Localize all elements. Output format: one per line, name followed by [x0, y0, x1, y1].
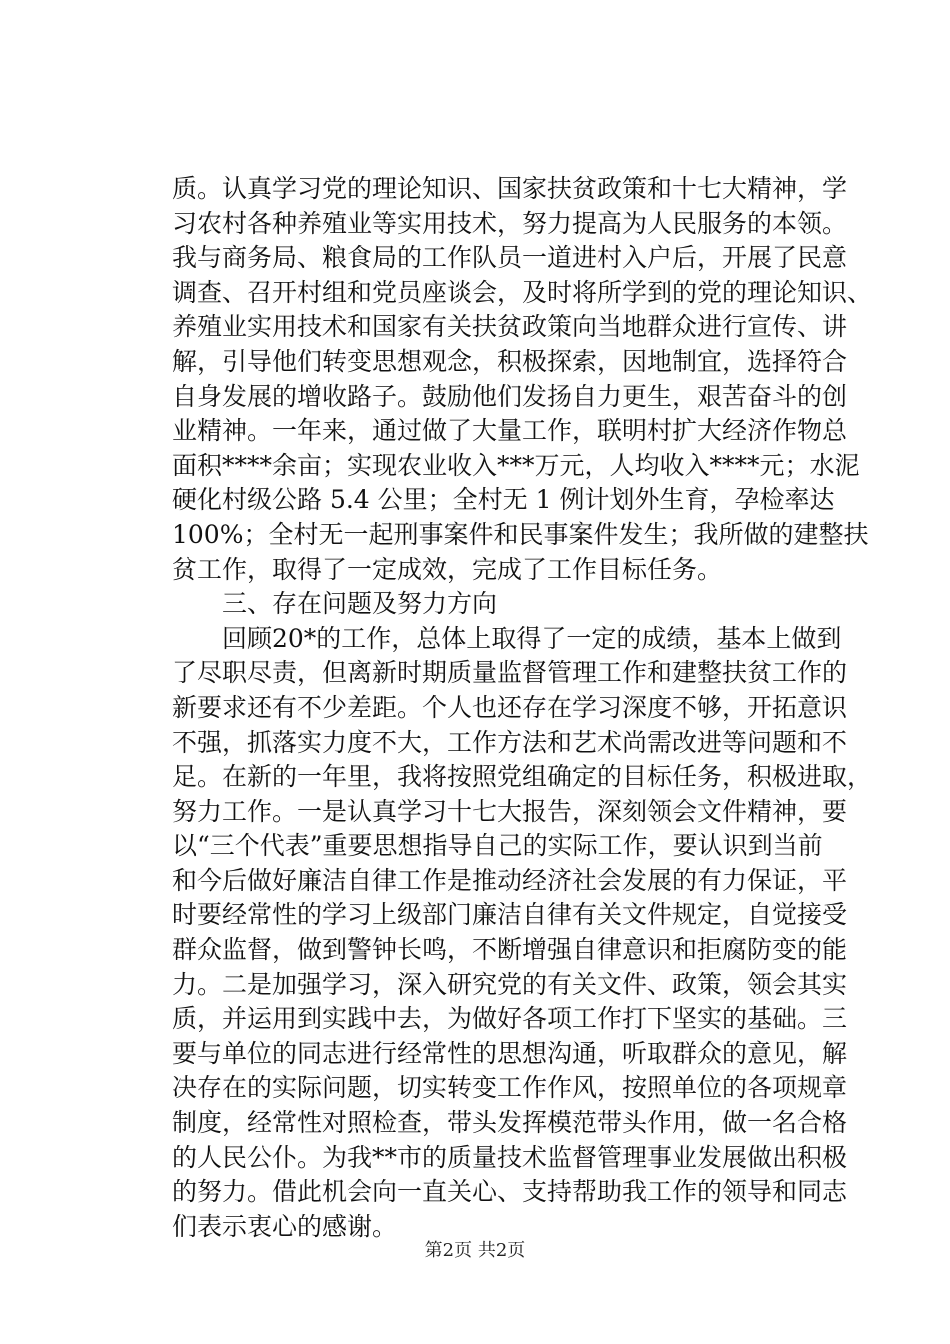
text-line: 时要经常性的学习上级部门廉洁自律有关文件规定，自觉接受: [172, 900, 848, 930]
text-line: 决存在的实际问题，切实转变工作作风，按照单位的各项规章: [172, 1073, 848, 1103]
text-line: 我与商务局、粮食局的工作队员一道进村入户后，开展了民意: [172, 243, 848, 273]
text-line: 们表示衷心的感谢。: [172, 1211, 398, 1241]
text-line: 努力工作。一是认真学习十七大报告，深刻领会文件精神，要: [172, 796, 848, 826]
text-line: 面积****余亩；实现农业收入***万元，人均收入****元；水泥: [172, 450, 860, 480]
text-line: 质。认真学习党的理论知识、国家扶贫政策和十七大精神，学: [172, 174, 848, 203]
text-line: 习农村各种养殖业等实用技术，努力提高为人民服务的本领。: [172, 208, 848, 238]
text-line: 质，并运用到实践中去，为做好各项工作打下坚实的基础。三: [172, 1004, 848, 1034]
text-line: 养殖业实用技术和国家有关扶贫政策向当地群众进行宣传、讲: [172, 312, 848, 342]
section-heading: 三、存在问题及努力方向: [172, 589, 498, 619]
text-line: 群众监督，做到警钟长鸣，不断增强自律意识和拒腐防变的能: [172, 935, 848, 965]
text-line: 和今后做好廉洁自律工作是推动经济社会发展的有力保证，平: [172, 865, 848, 895]
text-line: 不强，抓落实力度不大，工作方法和艺术尚需改进等问题和不: [172, 727, 848, 757]
text-line: 的努力。借此机会向一直关心、支持帮助我工作的领导和同志: [172, 1177, 848, 1207]
text-line: 的人民公仆。为我**市的质量技术监督管理事业发展做出积极: [172, 1142, 848, 1172]
text-line: 业精神。一年来，通过做了大量工作，联明村扩大经济作物总: [172, 416, 848, 446]
text-line: 以“三个代表”重要思想指导自己的实际工作，要认识到当前: [172, 831, 823, 861]
text-line: 硬化村级公路 5.4 公里；全村无 1 例计划外生育，孕检率达: [172, 485, 835, 515]
text-line: 回顾20*的工作，总体上取得了一定的成绩，基本上做到: [172, 623, 842, 653]
text-line: 自身发展的增收路子。鼓励他们发扬自力更生，艰苦奋斗的创: [172, 381, 848, 411]
page-number-footer: 第2页 共2页: [424, 1240, 526, 1261]
text-line: 100%；全村无一起刑事案件和民事案件发生；我所做的建整扶: [172, 519, 869, 549]
text-line: 要与单位的同志进行经常性的思想沟通，听取群众的意见，解: [172, 1038, 848, 1068]
body-text: [172, 172, 873, 1244]
text-line: 制度，经常性对照检查，带头发挥模范带头作用，做一名合格: [172, 1108, 848, 1138]
text-line: 力。二是加强学习，深入研究党的有关文件、政策，领会其实: [172, 969, 848, 999]
text-line: 贫工作，取得了一定成效，完成了工作目标任务。: [172, 554, 723, 584]
text-line: 足。在新的一年里，我将按照党组确定的目标任务，积极进取，: [172, 762, 873, 792]
text-line: 调查、召开村组和党员座谈会，及时将所学到的党的理论知识、: [172, 277, 873, 307]
text-line: 解，引导他们转变思想观念，积极探索，因地制宜，选择符合: [172, 346, 848, 376]
text-line: 新要求还有不少差距。个人也还存在学习深度不够，开拓意识: [172, 692, 848, 722]
text-line: 了尽职尽责，但离新时期质量监督管理工作和建整扶贫工作的: [172, 658, 848, 688]
